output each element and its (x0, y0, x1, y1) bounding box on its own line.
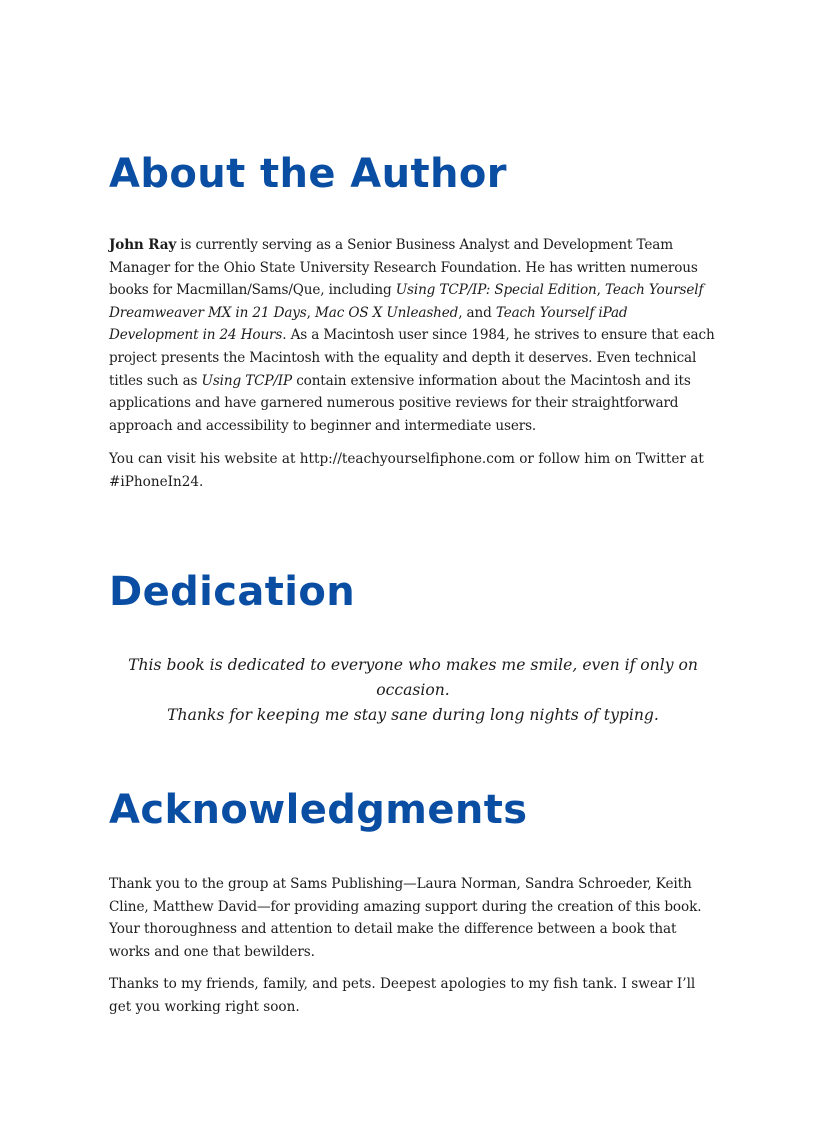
bio-text: , and (458, 304, 496, 321)
dedication-line: This book is dedicated to everyone who makes me smile, even if only on occasion. (128, 656, 698, 699)
author-bio-paragraph (109, 234, 715, 437)
book-title: Teach Yourself Dreamweaver MX in 21 Days (109, 282, 704, 321)
bio-text: , (306, 304, 315, 321)
bio-text: is currently serving as a Senior Business Analyst and Development Team Manager for the Ohio State University Research Foundation. He has written numerous books for Macmillan/Sams/Que, including (109, 237, 698, 299)
book-title: Mac OS X Unleashed (314, 304, 459, 321)
dedication-text (109, 653, 717, 728)
author-name: John Ray (109, 237, 177, 253)
book-title: Using TCP/IP: Special Edition (395, 282, 597, 299)
acknowledgments-heading: Acknowledgments (109, 787, 528, 833)
book-title: Teach Yourself iPad Development in 24 Hours (109, 304, 628, 344)
acknowledgments-paragraph: Thank you to the group at Sams Publishing—Laura Norman, Sandra Schroeder, Keith Cline, Matthew David—for providing amazing support during the creation of this book. Your thoroughness and attention to detail make the difference between a book that works and one that bewilders. (109, 876, 702, 960)
about-author-heading: About the Author (109, 151, 507, 197)
author-website-paragraph: You can visit his website at http://teachyourselfiphone.com or follow him on Twitter at #iPhoneIn24. (109, 451, 704, 490)
bio-text: , (596, 282, 605, 299)
bio-text: contain extensive information about the Macintosh and its applications and have garnered numerous positive reviews for their straightforward approach and accessibility to beginner and intermediate users. (109, 372, 691, 434)
bio-text: . As a Macintosh user since 1984, he strives to ensure that each project presents the Macintosh with the equality and depth it deserves. Even technical titles such as (109, 327, 715, 389)
dedication-heading: Dedication (109, 569, 356, 615)
acknowledgments-paragraph: Thanks to my friends, family, and pets. Deepest apologies to my fish tank. I swear I’ll get you working right soon. (109, 976, 696, 1015)
book-title: Using TCP/IP (201, 372, 293, 389)
dedication-line: Thanks for keeping me stay sane during long nights of typing. (167, 706, 659, 724)
